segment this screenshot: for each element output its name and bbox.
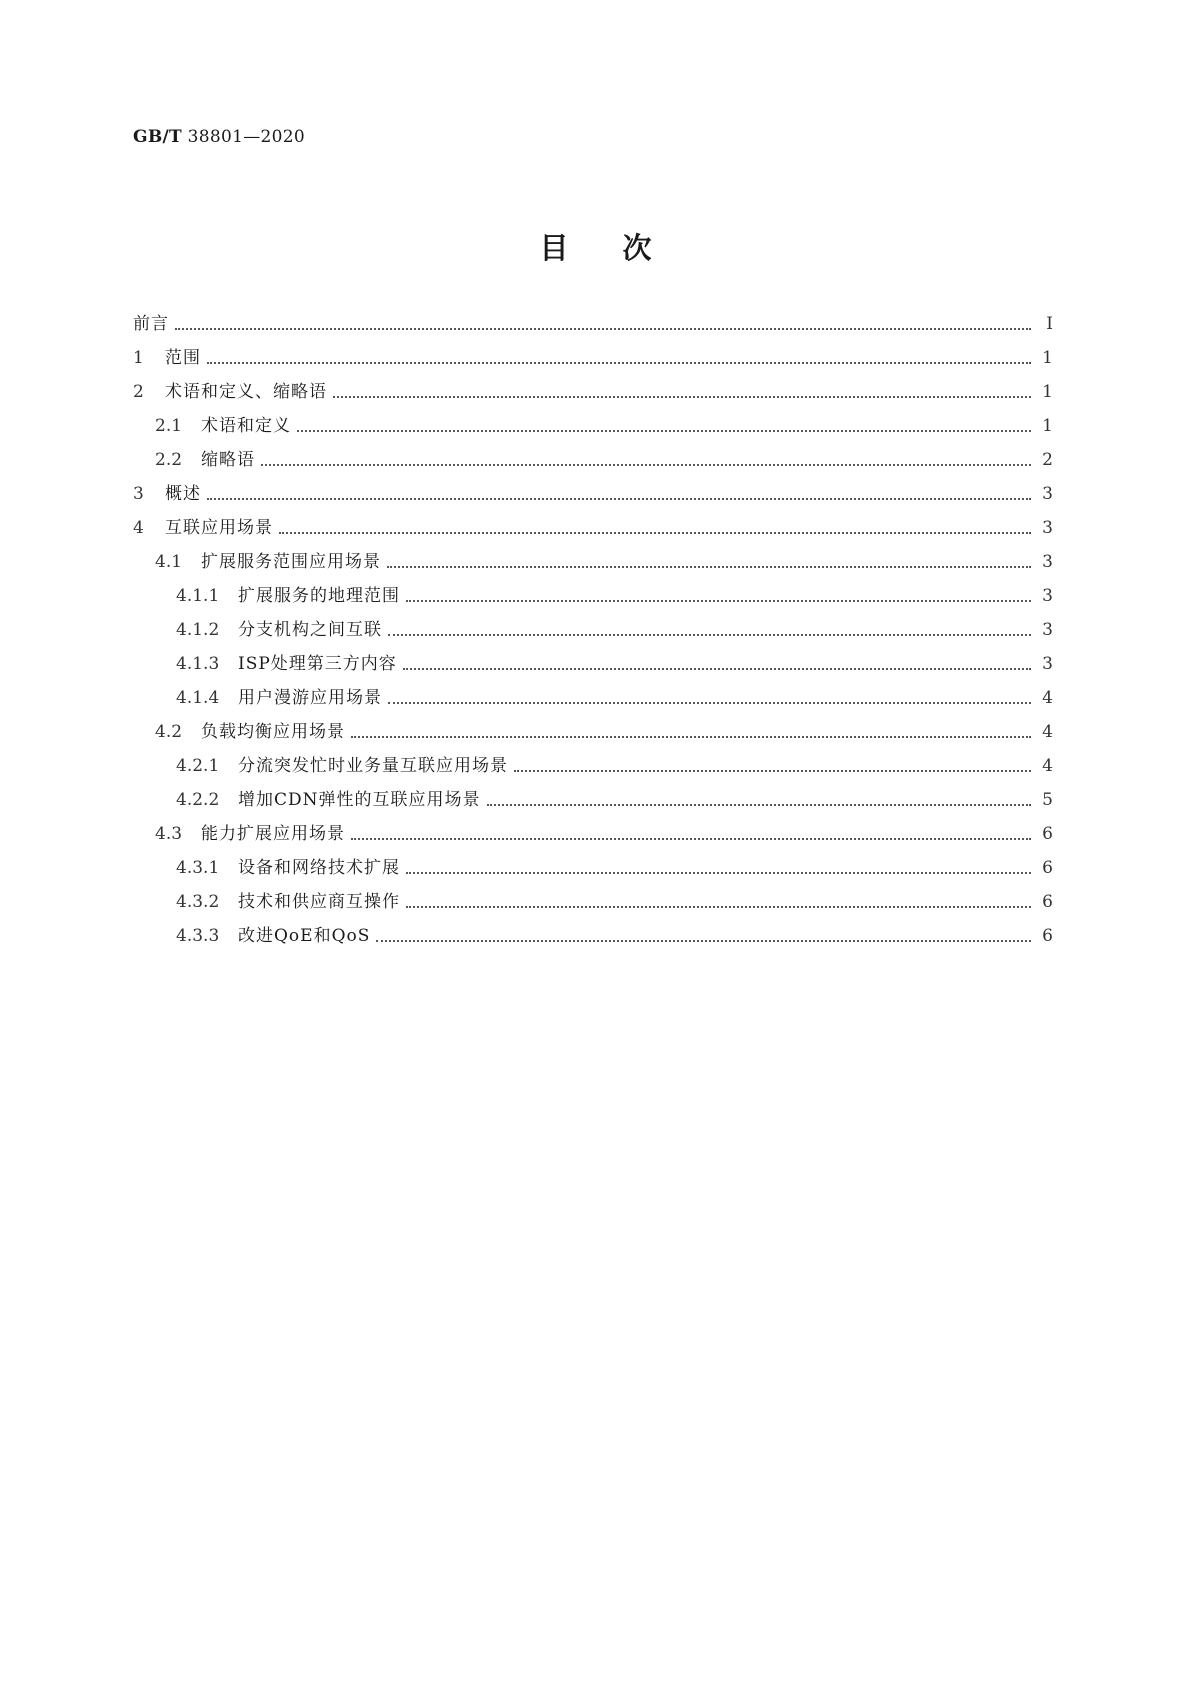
- toc-leader: [351, 838, 1031, 840]
- toc-entry-4-1-2[interactable]: [133, 612, 1053, 642]
- toc-page: 6: [1042, 858, 1053, 878]
- toc-entry-4-3-2[interactable]: [133, 884, 1053, 914]
- toc-leader: [406, 872, 1031, 874]
- toc-label: 分流突发忙时业务量互联应用场景: [238, 756, 508, 776]
- toc-page: 4: [1042, 722, 1053, 742]
- toc-number: 3: [133, 484, 144, 504]
- toc-page: 1: [1042, 348, 1053, 368]
- toc-entry-foreword[interactable]: [133, 306, 1053, 336]
- toc-page: 1: [1042, 382, 1053, 402]
- toc-leader: [514, 770, 1031, 772]
- toc-entry-2-1[interactable]: [133, 408, 1053, 438]
- toc-entry-4-3-1[interactable]: [133, 850, 1053, 880]
- document-code: [133, 127, 305, 147]
- toc-page: 3: [1042, 552, 1053, 572]
- toc-entry-4-1-1[interactable]: [133, 578, 1053, 608]
- toc-page: 4: [1042, 688, 1053, 708]
- toc-entry-4-1-3[interactable]: [133, 646, 1053, 676]
- toc-label: 技术和供应商互操作: [238, 892, 400, 912]
- toc-label: ISP处理第三方内容: [238, 654, 397, 674]
- toc-number: 4.1.3: [176, 654, 220, 674]
- standard-number: 38801—2020: [187, 127, 306, 147]
- toc-number: 1: [133, 348, 144, 368]
- page-title: 目次: [539, 231, 706, 265]
- toc-page: 2: [1042, 450, 1053, 470]
- toc-leader: [333, 396, 1031, 398]
- toc-number: 4.3.2: [176, 892, 220, 912]
- toc-number: 2: [133, 382, 144, 402]
- toc-entry-4-3[interactable]: [133, 816, 1053, 846]
- toc-page: 4: [1042, 756, 1053, 776]
- toc-page: 6: [1042, 926, 1053, 946]
- toc-page: Ⅰ: [1046, 314, 1053, 334]
- toc-page: 3: [1042, 586, 1053, 606]
- toc-number: 4.1: [155, 552, 183, 572]
- toc-entry-4-2-2[interactable]: [133, 782, 1053, 812]
- toc-leader: [261, 464, 1031, 466]
- toc-entry-2[interactable]: [133, 374, 1053, 404]
- toc-leader: [388, 702, 1031, 704]
- toc-page: 3: [1042, 654, 1053, 674]
- toc-label: 能力扩展应用场景: [201, 824, 345, 844]
- toc-leader: [351, 736, 1031, 738]
- toc-number: 2.2: [155, 450, 183, 470]
- toc-page: 5: [1042, 790, 1053, 810]
- toc-number: 4.1.4: [176, 688, 220, 708]
- toc-label: 负载均衡应用场景: [201, 722, 345, 742]
- toc-leader: [487, 804, 1031, 806]
- toc-leader: [403, 668, 1031, 670]
- toc-number: 4.2.2: [176, 790, 220, 810]
- toc-leader: [388, 634, 1031, 636]
- toc-label: 设备和网络技术扩展: [238, 858, 400, 878]
- toc-label: 用户漫游应用场景: [238, 688, 382, 708]
- toc-label: 术语和定义、缩略语: [165, 382, 327, 402]
- toc-leader: [387, 566, 1031, 568]
- toc-number: 4.2.1: [176, 756, 220, 776]
- toc-number: 4.3.3: [176, 926, 220, 946]
- toc-leader: [297, 430, 1031, 432]
- toc-entry-3[interactable]: [133, 476, 1053, 506]
- toc-entry-4-3-3[interactable]: [133, 918, 1053, 948]
- toc-entry-4-1[interactable]: [133, 544, 1053, 574]
- toc-number: 4: [133, 518, 144, 538]
- toc-leader: [207, 362, 1031, 364]
- toc-page: 3: [1042, 484, 1053, 504]
- toc-label: 概述: [165, 484, 201, 504]
- toc-leader: [207, 498, 1031, 500]
- toc-leader: [406, 906, 1031, 908]
- toc-entry-4-2-1[interactable]: [133, 748, 1053, 778]
- toc-number: 4.3.1: [176, 858, 220, 878]
- toc-leader: [279, 532, 1031, 534]
- toc-number: 4.1.2: [176, 620, 220, 640]
- toc-page: 3: [1042, 620, 1053, 640]
- toc-label: 术语和定义: [201, 416, 291, 436]
- toc-entry-2-2[interactable]: [133, 442, 1053, 472]
- toc-entry-4[interactable]: [133, 510, 1053, 540]
- toc-entry-4-2[interactable]: [133, 714, 1053, 744]
- standard-prefix: GB/T: [133, 127, 182, 147]
- toc-entry-4-1-4[interactable]: [133, 680, 1053, 710]
- toc-label: 改进QoE和QoS: [238, 926, 371, 946]
- toc-page: 6: [1042, 824, 1053, 844]
- toc-entry-1[interactable]: [133, 340, 1053, 370]
- toc-leader: [406, 600, 1031, 602]
- toc-label: 增加CDN弹性的互联应用场景: [238, 790, 481, 810]
- toc-leader: [376, 940, 1031, 942]
- toc-label: 前言: [133, 314, 169, 334]
- toc-label: 范围: [165, 348, 201, 368]
- toc-number: 4.2: [155, 722, 183, 742]
- toc-number: 2.1: [155, 416, 183, 436]
- toc-page: 1: [1042, 416, 1053, 436]
- toc-label: 缩略语: [201, 450, 255, 470]
- toc-label: 扩展服务的地理范围: [238, 586, 400, 606]
- toc-leader: [175, 328, 1031, 330]
- toc-label: 互联应用场景: [165, 518, 273, 538]
- toc-label: 扩展服务范围应用场景: [201, 552, 381, 572]
- toc-number: 4.1.1: [176, 586, 220, 606]
- toc-label: 分支机构之间互联: [238, 620, 382, 640]
- toc-page: 3: [1042, 518, 1053, 538]
- toc-page: 6: [1042, 892, 1053, 912]
- toc-number: 4.3: [155, 824, 183, 844]
